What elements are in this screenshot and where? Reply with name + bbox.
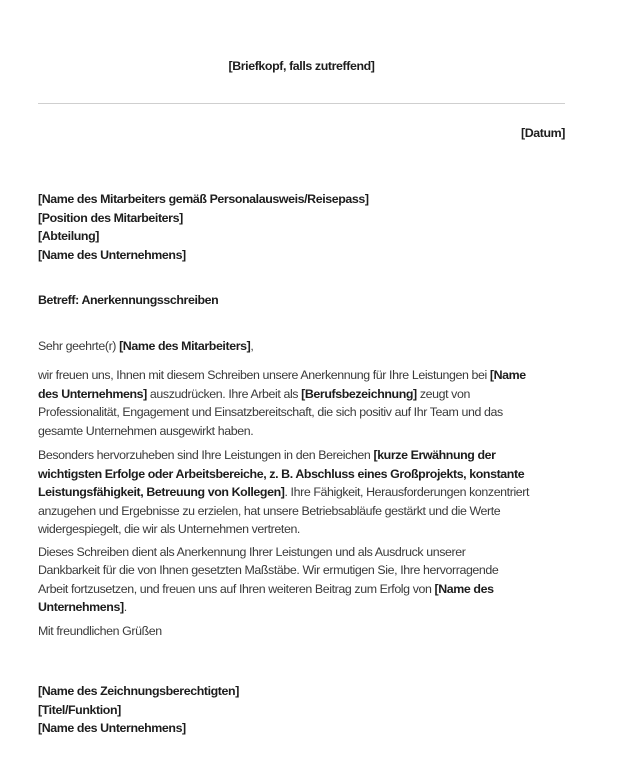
text-segment: , xyxy=(250,338,254,353)
signature-block xyxy=(38,682,565,738)
paragraph-line xyxy=(38,465,565,484)
text-line: [Name des Unternehmens] xyxy=(38,247,186,262)
text-segment: [kurze Erwähnung der xyxy=(373,448,496,462)
recipient-block xyxy=(38,190,565,264)
text-line: [Name des Mitarbeiters gemäß Personalausweis/Reisepass] xyxy=(38,192,369,206)
text-segment: [Name xyxy=(489,368,526,382)
text-segment: Arbeit fortzusetzen, und freuen uns auf Ihren weiteren Beitrag zum Erfolg von xyxy=(38,581,435,596)
text-line: [Titel/Funktion] xyxy=(38,702,121,717)
text-segment: Besonders hervorzuheben sind Ihre Leistungen in den Bereichen xyxy=(38,448,374,462)
paragraph-line xyxy=(38,446,565,465)
text-segment: wichtigsten Erfolge oder Arbeitsbereiche, z. B. Abschluss eines Großprojekts, konstante xyxy=(38,466,525,481)
text-segment: zeugt von xyxy=(416,386,470,401)
text-segment: wir freuen uns, Ihnen mit diesem Schreiben unsere Anerkennung für Ihre Leistungen bei xyxy=(38,368,490,382)
text-segment: [Name des xyxy=(434,581,494,596)
text-segment: Unternehmens] xyxy=(38,600,124,614)
paragraph-line xyxy=(38,561,565,580)
text-segment: gesamte Unternehmen ausgewirkt haben. xyxy=(38,423,254,438)
paragraph-line xyxy=(38,520,565,539)
text-line: [Position des Mitarbeiters] xyxy=(38,210,183,225)
paragraph-line xyxy=(38,403,565,422)
text-line: [Abteilung] xyxy=(38,229,99,243)
paragraph-line xyxy=(38,543,565,562)
body-paragraph xyxy=(38,366,565,440)
text-segment: des Unternehmens] xyxy=(38,386,147,401)
text-segment: auszudrücken. Ihre Arbeit als xyxy=(146,386,302,401)
text-segment: anzugehen und Ergebnisse zu erzielen, hat unsere Betriebsabläufe gestärkt und die Werte xyxy=(38,503,501,518)
salutation-line xyxy=(38,337,565,356)
text-segment: widergespiegelt, die wir als Unternehmen vertreten. xyxy=(38,522,300,536)
paragraph-line xyxy=(38,385,565,404)
paragraph-line xyxy=(38,422,565,441)
text-segment: [Berufsbezeichnung] xyxy=(301,386,417,401)
text-line: [Name des Zeichnungsberechtigten] xyxy=(38,684,239,698)
paragraph-line xyxy=(38,483,565,502)
text-segment: Dankbarkeit für die von Ihnen gesetzten Maßstäbe. Wir ermutigen Sie, Ihre hervorragende xyxy=(38,563,499,577)
paragraph-line xyxy=(38,580,565,599)
body-paragraph xyxy=(38,543,565,617)
text-segment: [Name des Mitarbeiters] xyxy=(119,338,251,353)
text-segment: Sehr geehrte(r) xyxy=(38,338,120,353)
closing-line: Mit freundlichen Grüßen xyxy=(38,623,162,638)
paragraph-line xyxy=(38,598,565,617)
text-segment: . xyxy=(123,600,127,614)
text-segment: Professionalität, Engagement und Einsatzbereitschaft, die sich positiv auf Ihr Team und das xyxy=(38,405,503,419)
text-segment: Leistungsfähigkeit, Betreuung von Kollegen] xyxy=(38,485,285,499)
letterhead-placeholder: [Briefkopf, falls zutreffend] xyxy=(228,59,375,73)
divider-rule xyxy=(38,103,565,104)
text-line: [Name des Unternehmens] xyxy=(38,721,186,735)
paragraph-line xyxy=(38,502,565,521)
paragraph-line xyxy=(38,366,565,385)
date-placeholder: [Datum] xyxy=(520,125,565,140)
body-paragraph xyxy=(38,446,565,539)
letter-body xyxy=(38,366,565,617)
text-segment: . Ihre Fähigkeit, Herausforderungen konzentriert xyxy=(284,485,530,499)
text-segment: Dieses Schreiben dient als Anerkennung Ihrer Leistungen und als Ausdruck unserer xyxy=(38,544,466,559)
subject-line: Betreff: Anerkennungsschreiben xyxy=(38,293,219,307)
